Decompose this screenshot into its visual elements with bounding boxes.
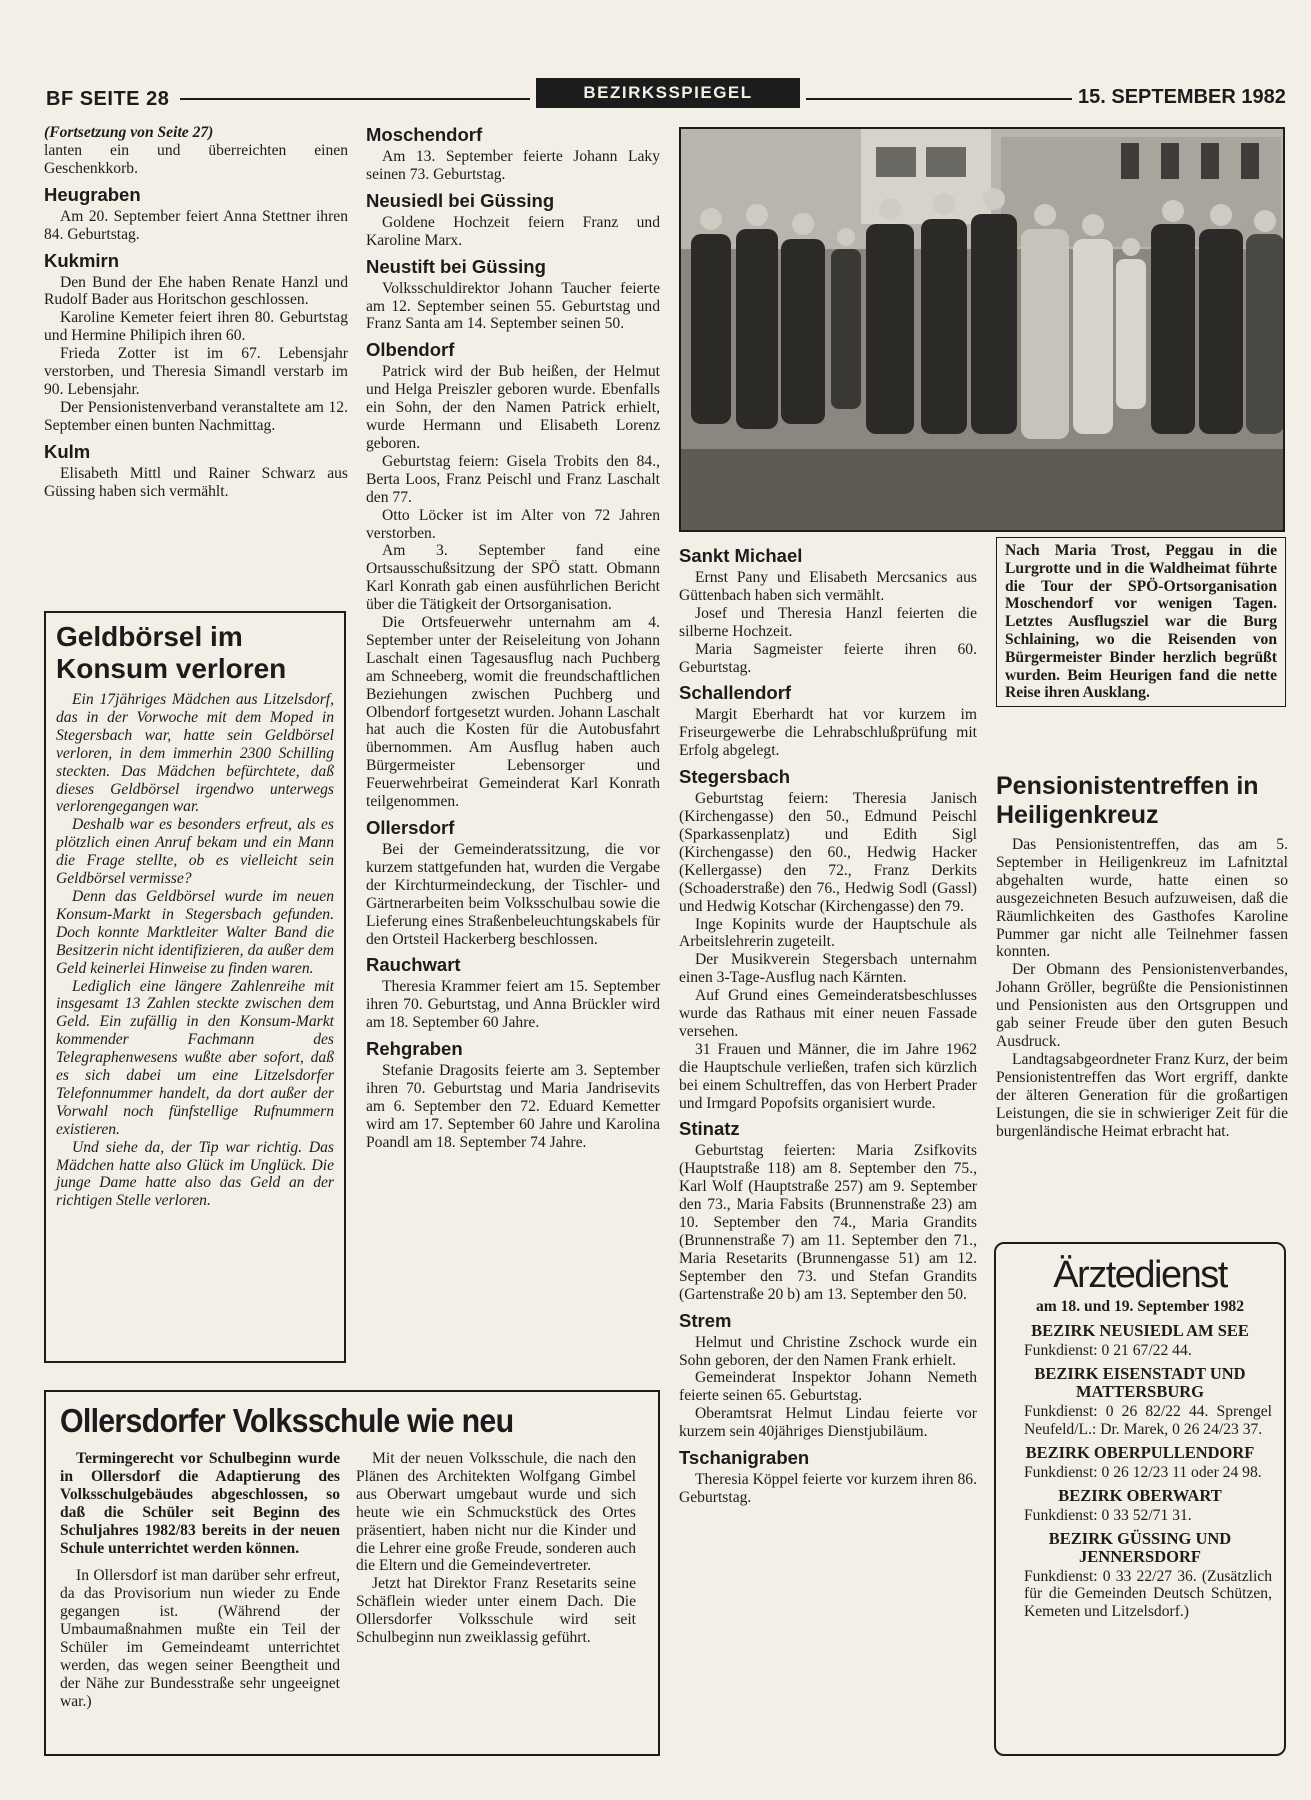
group-photo-image bbox=[681, 129, 1285, 532]
column-1 bbox=[44, 124, 348, 501]
article-text: Helmut und Christine Zschock wurde ein Sohn geboren, der den Namen Frank erhielt. bbox=[679, 1333, 977, 1369]
article-text: Stefanie Dragosits feierte am 3. September ihren 70. Geburtstag und Maria Jandrisevits am 6. September den 72. Eduard Kemetter wird am 17. September 60 Jahre und Karolina Poandl am 18. September 74 Jahre. bbox=[366, 1062, 660, 1151]
district-name: BEZIRK OBERPULLENDORF bbox=[1025, 1442, 1255, 1462]
article-text: Josef und Theresia Hanzl feierten die silberne Hochzeit. bbox=[679, 604, 977, 640]
article-text: Bei der Gemeinderatssitzung, die vor kurzem stattgefunden hat, wurden die Vergabe der Kirchturmeindeckung, der Tischler- und Gärtnerarbeiten beim Volksschulbau sowie die Lieferung eines Straßenbeleuchtungskabels für den Ortsteil Hackerberg beschlossen. bbox=[366, 841, 660, 948]
section-heading: Stinatz bbox=[679, 1118, 740, 1140]
district-info: Funkdienst: 0 33 22/27 36. (Zusätzlich für die Gemeinden Deutsch Schützen, Kemeten und Litzelsdorf.) bbox=[1024, 1567, 1272, 1621]
district-info: Funkdienst: 0 26 12/23 11 oder 24 98. bbox=[1024, 1463, 1262, 1481]
continuation-note: (Fortsetzung von Seite 27) bbox=[44, 124, 214, 141]
article-text: Mit der neuen Volksschule, die nach den Plänen des Architekten Wolfgang Gimbel aus Oberwart umgebaut wurde und sich heute wie ein Schmuckstück des Ortes präsentiert, haben nicht nur die Kinder und die Lehrer eine große Freude, sonderen auch die Eltern und die Gemeindevertreter. bbox=[356, 1450, 636, 1575]
article-text: Jetzt hat Direktor Franz Resetarits seine Schäflein wieder unter einem Dach. Die Ollersdorfer Volksschule wird seit Schulbeginn nun zweiklassig geführt. bbox=[356, 1575, 636, 1647]
article-text: Am 3. September fand eine Ortsausschußsitzung der SPÖ statt. Obmann Karl Konrath gab einen ausführlichen Bericht über die Tätigkeit der Ortsorganisation. bbox=[366, 542, 660, 614]
article-text: Das Pensionistentreffen, das am 5. September in Heiligenkreuz im Lafnitztal abgehalten wurde, hatte einen so ausgezeichneten Besuch aufzuweisen, daß die Räumlichkeiten des Gasthofes Karoline Pummer gar nicht alle Teilnehmer fassen konnten. bbox=[996, 836, 1288, 961]
article-headline: Pensionistentreffen in Heiligenkreuz bbox=[996, 772, 1259, 829]
box-column-left bbox=[60, 1450, 340, 1711]
article-text: Der Pensionistenverband veranstaltete am 12. September einen bunten Nachmittag. bbox=[44, 398, 348, 434]
article-text: In Ollersdorf ist man darüber sehr erfreut, da das Provisorium nun wieder zu Ende gegangen ist. (Während der Umbaumaßnahmen mußte ein Teil der Schüler im Gemeindeamt unterrichtet werden, das wegen seiner Beengtheit und der Nähe zur Bundesstraße sehr ungeeignet war.) bbox=[60, 1567, 340, 1710]
section-heading: Olbendorf bbox=[366, 339, 455, 361]
section-heading: Neustift bei Güssing bbox=[366, 255, 546, 277]
article-text: Lediglich eine längere Zahlenreihe mit insgesamt 13 Zahlen steckte zwischen dem Geld. Ein zufällig in den Konsum-Markt kommender Fachmann des Telegraphenwesens wußte aber sofort, daß es sich dabei um eine Litzelsdorfer Telefonnummer handelt, da dort außer der Vorwahl noch fünfstellige Rufnummern existieren. bbox=[56, 977, 334, 1138]
district-info: Funkdienst: 0 26 82/22 44. Sprengel Neufeld/L.: Dr. Marek, 0 26 24/23 37. bbox=[1024, 1402, 1272, 1438]
article-text: Und siehe da, der Tip war richtig. Das Mädchen hatte also Glück im Unglück. Die junge Dame hatte also das Geld an der richtigen Stelle verloren. bbox=[56, 1138, 334, 1210]
section-banner bbox=[536, 78, 800, 108]
article-text: Volksschuldirektor Johann Taucher feierte am 12. September seinen 55. Geburtstag und Franz Santa am 14. September seinen 50. bbox=[366, 279, 660, 333]
article-text: Frieda Zotter ist im 67. Lebensjahr verstorben, und Theresia Simandl verstarb im 90. Lebensjahr. bbox=[44, 345, 348, 398]
article-text: Goldene Hochzeit feiern Franz und Karoline Marx. bbox=[366, 213, 660, 249]
group-photo bbox=[679, 127, 1285, 532]
section-heading: Stegersbach bbox=[679, 766, 791, 788]
district-info: Funkdienst: 0 33 52/71 31. bbox=[1024, 1506, 1192, 1524]
article-text: Am 20. September feiert Anna Stettner ihren 84. Geburtstag. bbox=[44, 207, 348, 243]
column-3 bbox=[679, 545, 977, 1507]
article-text: Inge Kopinits wurde der Hauptschule als Arbeitslehrerin zugeteilt. bbox=[679, 915, 977, 951]
header-rule-left bbox=[180, 98, 530, 100]
article-text: Deshalb war es besonders erfreut, als es plötzlich einen Anruf bekam und ein Mann die Frage stellte, ob es vielleicht sein Geldbörsel vermisse? bbox=[56, 816, 334, 888]
header-rule-right bbox=[806, 98, 1072, 100]
box-headline: Ollersdorfer Volksschule wie neu bbox=[60, 1402, 514, 1439]
article-text: lanten ein und überreichten einen Geschenkkorb. bbox=[44, 141, 348, 177]
section-heading: Rauchwart bbox=[366, 954, 461, 976]
article-text: Der Musikverein Stegersbach unternahm einen 3-Tage-Ausflug nach Kärnten. bbox=[679, 951, 977, 987]
district-name: BEZIRK EISENSTADT UND MATTERSBURG bbox=[1034, 1363, 1246, 1401]
section-title: BEZIRKSSPIEGEL bbox=[583, 83, 753, 102]
section-heading: Ollersdorf bbox=[366, 817, 455, 838]
photo-caption: Nach Maria Trost, Peggau in die Lurgrotte und in die Waldheimat führte die Tour der SPÖ-Ortsorganisation Moschendorf vor wenigen Tagen. Letztes Ausflugsziel war die Burg Schlaining, wo die Reisenden von Bürgermeister Binder herzlich begrüßt wurden. Beim Heurigen fand die nette Reise ihren Ausklang. bbox=[996, 537, 1286, 707]
duty-dates: am 18. und 19. September 1982 bbox=[1035, 1298, 1245, 1315]
article-text: Otto Löcker ist im Alter von 72 Jahren verstorben. bbox=[366, 506, 660, 542]
article-text: Ernst Pany und Elisabeth Mercsanics aus Güttenbach haben sich vermählt. bbox=[679, 569, 977, 604]
section-heading: Neusiedl bei Güssing bbox=[366, 189, 555, 211]
section-heading: Rehgraben bbox=[366, 1038, 463, 1060]
article-text: Theresia Krammer feiert am 15. September ihren 70. Geburtstag, und Anna Brückler wird am 18. September 60 Jahre. bbox=[366, 978, 660, 1032]
column-2 bbox=[366, 124, 660, 1152]
geldboersel-box bbox=[44, 611, 346, 1363]
box-columns bbox=[60, 1450, 644, 1711]
article-text: Ein 17jähriges Mädchen aus Litzelsdorf, das in der Vorwoche mit dem Moped in Stegersbach war, hatte sein Geldbörsel verloren, in dem immerhin 2300 Schilling steckten. Das Mädchen befürchtete, daß dieses Geldbörsel irgendwo unterwegs verlorengegangen war. bbox=[56, 691, 334, 816]
section-heading: Moschendorf bbox=[366, 124, 483, 145]
article-text: Margit Eberhardt hat vor kurzem im Friseurgewerbe die Lehrabschlußprüfung mit Erfolg abgelegt. bbox=[679, 706, 977, 760]
box-body bbox=[56, 691, 334, 1210]
district-name: BEZIRK NEUSIEDL AM SEE bbox=[1031, 1321, 1249, 1340]
section-heading: Heugraben bbox=[44, 183, 141, 205]
page-number: BF SEITE 28 bbox=[46, 88, 170, 110]
article-text: Landtagsabgeordneter Franz Kurz, der beim Pensionistentreffen das Wort ergriff, dankte der älteren Generation für die großartigen Leistungen, die sie in schwieriger Zeit für die burgenländische Heimat erbracht hat. bbox=[996, 1050, 1288, 1140]
section-heading: Sankt Michael bbox=[679, 545, 803, 566]
article-text: Geburtstag feierten: Maria Zsifkovits (Hauptstraße 118) am 8. September den 75., Karl Wolf (Hauptstraße 257) am 9. September den 73., Maria Fabsits (Brunnenstraße 23) am 10. September den 74., Maria Grandits (Brunnenstraße 7) am 11. September den 71., Maria Resetarits (Brunnengasse 51) am 12. September den 73. und Stefan Grandits (Gartenstraße 20 b) am 13. September den 50. bbox=[679, 1142, 977, 1303]
article-text: 31 Frauen und Männer, die im Jahre 1962 die Hauptschule verließen, trafen sich kürzlich bei einem Schultreffen, das von Herbert Prader und Irmgard Popofsits organisiert wurde. bbox=[679, 1040, 977, 1112]
article-lead: Termingerecht vor Schulbeginn wurde in Ollersdorf die Adaptierung des Volksschulgebäudes abgeschlossen, so daß die Schüler seit Beginn des Schuljahres 1982/83 bereits in der neuen Schule unterrichtet werden können. bbox=[60, 1450, 340, 1557]
article-text: Geburtstag feiern: Theresia Janisch (Kirchengasse) den 50., Edmund Peischl (Sparkassenplatz) und Edith Sigl (Kirchengasse) den 60., Hedwig Hacker (Kellergasse) den 72., Franz Derkits (Schoaderstraße) den 76., Hedwig Sodl (Gassl) und Hedwig Kotschar (Kirchengasse) den 79. bbox=[679, 790, 977, 915]
pension-article bbox=[996, 772, 1288, 1140]
article-text: Karoline Kemeter feiert ihren 80. Geburtstag und Hermine Philipich ihren 60. bbox=[44, 309, 348, 345]
article-text: Die Ortsfeuerwehr unternahm am 4. September unter der Reiseleitung von Johann Laschalt einen Tagesausflug nach Puchberg am Schneeberg, womit die freundschaftlichen Beziehungen zwischen Puchberg und Olbendorf fortgesetzt wurden. Johann Laschalt hat auch die Kosten für die Autobusfahrt übernommen. Am Ausflug haben auch Bürgermeister Lebensorger und Feuerwehrbeirat Gemeinderat Karl Konrath teilgenommen. bbox=[366, 614, 660, 811]
article-text: Am 13. September feierte Johann Laky seinen 73. Geburtstag. bbox=[366, 148, 660, 183]
section-heading: Strem bbox=[679, 1309, 732, 1331]
district-name: BEZIRK OBERWART bbox=[1058, 1485, 1222, 1505]
article-text: Theresia Köppel feierte vor kurzem ihren 86. Geburtstag. bbox=[679, 1471, 977, 1506]
box-column-right bbox=[356, 1450, 636, 1711]
article-text: Elisabeth Mittl und Rainer Schwarz aus Güssing haben sich vermählt. bbox=[44, 464, 348, 500]
section-heading: Kulm bbox=[44, 440, 91, 462]
article-text: Geburtstag feiern: Gisela Trobits den 84., Berta Loos, Franz Peischl und Franz Laschalt den 77. bbox=[366, 452, 660, 506]
article-text: Der Obmann des Pensionistenverbandes, Johann Gröller, begrüßte die Pensionistinnen und Pensionisten aus den Ortsgruppen und gab seiner Freude über den guten Besuch Ausdruck. bbox=[996, 961, 1288, 1050]
section-heading: Schallendorf bbox=[679, 682, 792, 704]
district-name: BEZIRK GÜSSING UND JENNERSDORF bbox=[1048, 1528, 1232, 1566]
article-text: Oberamtsrat Helmut Lindau feierte vor kurzem sein 40jähriges Dienstjubiläum. bbox=[679, 1405, 977, 1441]
section-heading: Kukmirn bbox=[44, 249, 120, 271]
box-headline: Geldbörsel im Konsum verloren bbox=[56, 621, 287, 684]
article-text: Maria Sagmeister feierte ihren 60. Geburtstag. bbox=[679, 640, 977, 676]
aerztedienst-logo: Ärztedienst bbox=[1053, 1254, 1227, 1296]
article-text: Den Bund der Ehe haben Renate Hanzl und Rudolf Bader aus Horitschon geschlossen. bbox=[44, 273, 348, 309]
district-info: Funkdienst: 0 21 67/22 44. bbox=[1024, 1342, 1192, 1359]
article-text: Denn das Geldbörsel wurde im neuen Konsum-Markt in Stegersbach gefunden. Doch konnte Marktleiter Walter Band die Besitzerin nicht identifizieren, da außer dem Geld keinerlei Hinweise zu finden waren. bbox=[56, 887, 334, 977]
aerztedienst-box bbox=[994, 1242, 1286, 1756]
section-heading: Tschanigraben bbox=[679, 1447, 810, 1469]
article-text: Gemeinderat Inspektor Johann Nemeth feierte seinen 65. Geburtstag. bbox=[679, 1369, 977, 1405]
volksschule-box bbox=[44, 1390, 660, 1756]
article-text: Auf Grund eines Gemeinderatsbeschlusses wurde das Rathaus mit einer neuen Fassade versehen. bbox=[679, 987, 977, 1040]
issue-date: 15. SEPTEMBER 1982 bbox=[1078, 86, 1286, 108]
article-text: Patrick wird der Bub heißen, der Helmut und Helga Preiszler geboren wurde. Ebenfalls ein Sohn, der den Namen Patrick erhielt, wurde Hermann und Elisabeth Lorenz geboren. bbox=[366, 363, 660, 452]
